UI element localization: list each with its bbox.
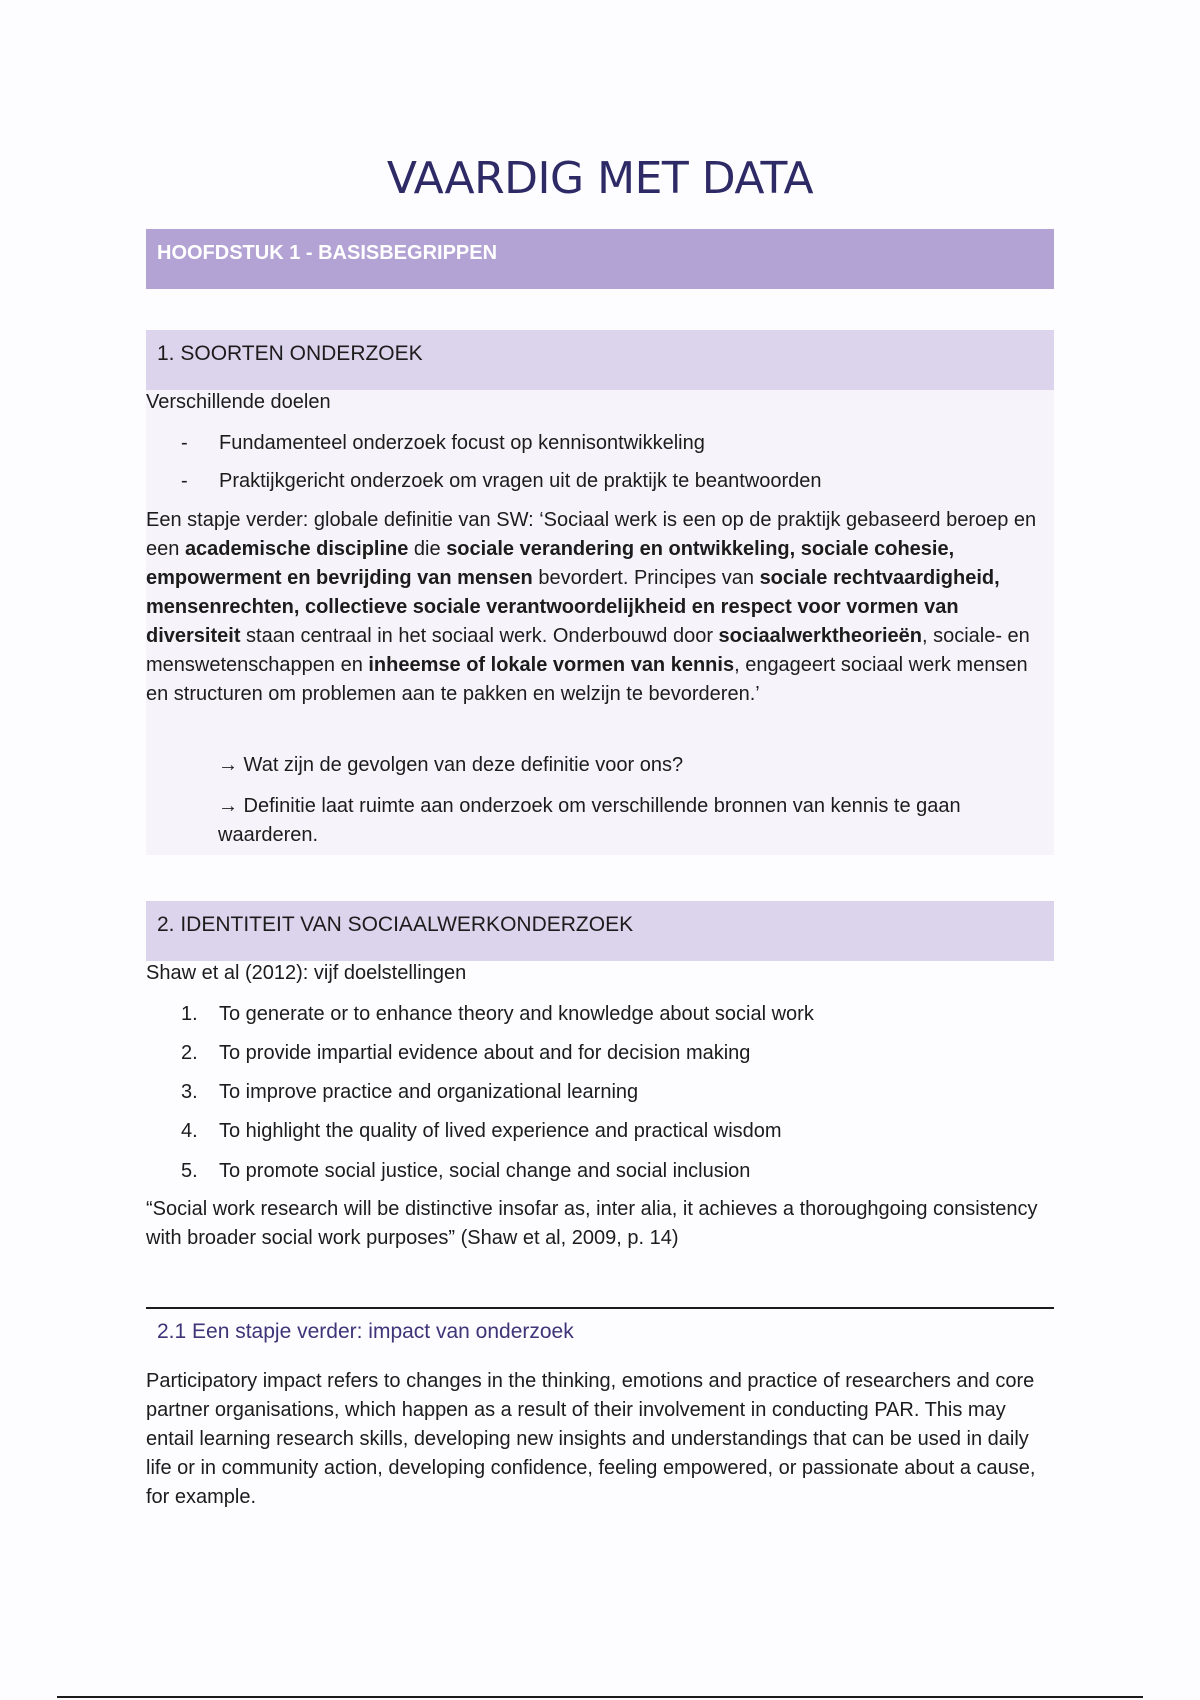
list-item bbox=[181, 467, 822, 495]
chapter-heading: HOOFDSTUK 1 - BASISBEGRIPPEN bbox=[146, 229, 1054, 289]
list-text: To generate or to enhance theory and knowledge about social work bbox=[219, 1003, 814, 1025]
definition-emphasis: inheemse of lokale vormen van kennis bbox=[368, 654, 735, 676]
section-1-heading: 1. SOORTEN ONDERZOEK bbox=[146, 330, 1054, 390]
definition-text: Een stapje verder: globale definitie van SW: ‘Sociaal werk is een op de praktijk gebaseerd beroep en een bbox=[146, 509, 1037, 560]
bullet-text: Praktijkgericht onderzoek om vragen uit de praktijk te beantwoorden bbox=[219, 470, 822, 492]
definition-emphasis: academische discipline bbox=[184, 538, 409, 560]
bullet-marker: - bbox=[181, 432, 188, 454]
bullet-marker: - bbox=[181, 470, 188, 492]
section-2-heading: 2. IDENTITEIT VAN SOCIAALWERKONDERZOEK bbox=[146, 901, 1054, 961]
bullet-text: Fundamenteel onderzoek focust op kennisontwikkeling bbox=[219, 432, 705, 454]
list-text: To highlight the quality of lived experience and practical wisdom bbox=[219, 1120, 782, 1142]
list-item bbox=[181, 1000, 814, 1028]
list-number: 4. bbox=[181, 1120, 198, 1142]
shaw-quote: “Social work research will be distinctive insofar as, inter alia, it achieves a thoroughgoing consistency with broader social work purposes” (Shaw et al, 2009, p. 14) bbox=[146, 1198, 1038, 1249]
definition-text: , engageert sociaal werk mensen en structuren om problemen aan te pakken en welzijn te bevorderen.’ bbox=[146, 654, 1028, 705]
section-divider bbox=[146, 1307, 1054, 1309]
list-text: To promote social justice, social change and social inclusion bbox=[219, 1160, 751, 1182]
definition-text: bevordert. Principes van bbox=[532, 567, 760, 589]
sw-definition-paragraph bbox=[146, 506, 1054, 709]
list-item bbox=[181, 1039, 750, 1067]
list-item bbox=[181, 1078, 638, 1106]
definition-emphasis: sociale verandering en ontwikkeling, sociale cohesie, empowerment en bevrijding van mensen bbox=[146, 538, 955, 589]
list-item bbox=[181, 429, 705, 457]
definition-text: , sociale- en menswetenschappen en bbox=[146, 625, 1030, 676]
subsection-2-1-heading: 2.1 Een stapje verder: impact van onderzoek bbox=[157, 1320, 574, 1343]
list-number: 3. bbox=[181, 1081, 198, 1103]
document-title: VAARDIG MET DATA bbox=[386, 153, 814, 204]
section-1-intro: Verschillende doelen bbox=[146, 391, 331, 413]
definition-text: die bbox=[408, 538, 447, 560]
definition-emphasis: sociaalwerktheorieën bbox=[718, 625, 922, 647]
definition-text: staan centraal in het sociaal werk. Onderbouwd door bbox=[240, 625, 719, 647]
list-number: 2. bbox=[181, 1042, 198, 1064]
arrow-note: → Wat zijn de gevolgen van deze definitie voor ons? bbox=[218, 754, 684, 776]
arrow-note: → Definitie laat ruimte aan onderzoek om verschillende bronnen van kennis te gaan waarderen. bbox=[218, 795, 961, 846]
list-item bbox=[181, 1157, 750, 1185]
list-text: To improve practice and organizational learning bbox=[219, 1081, 639, 1103]
participatory-impact-paragraph: Participatory impact refers to changes in the thinking, emotions and practice of researchers and core partner organisations, which happen as a result of their involvement in conducting PAR. This may entail learning research skills, developing new insights and understandings that can be used in daily life or in community action, developing confidence, feeling empowered, or passionate about a cause, for example. bbox=[146, 1370, 1036, 1508]
section-2-intro: Shaw et al (2012): vijf doelstellingen bbox=[146, 962, 467, 984]
definition-emphasis: sociale rechtvaardigheid, mensenrechten, collectieve sociale verantwoordelijkheid en respect voor vormen van diversiteit bbox=[146, 567, 1000, 647]
list-text: To provide impartial evidence about and for decision making bbox=[219, 1042, 751, 1064]
list-number: 5. bbox=[181, 1160, 198, 1182]
page-bottom-rule bbox=[57, 1696, 1143, 1698]
list-item bbox=[181, 1117, 782, 1145]
list-number: 1. bbox=[181, 1003, 198, 1025]
